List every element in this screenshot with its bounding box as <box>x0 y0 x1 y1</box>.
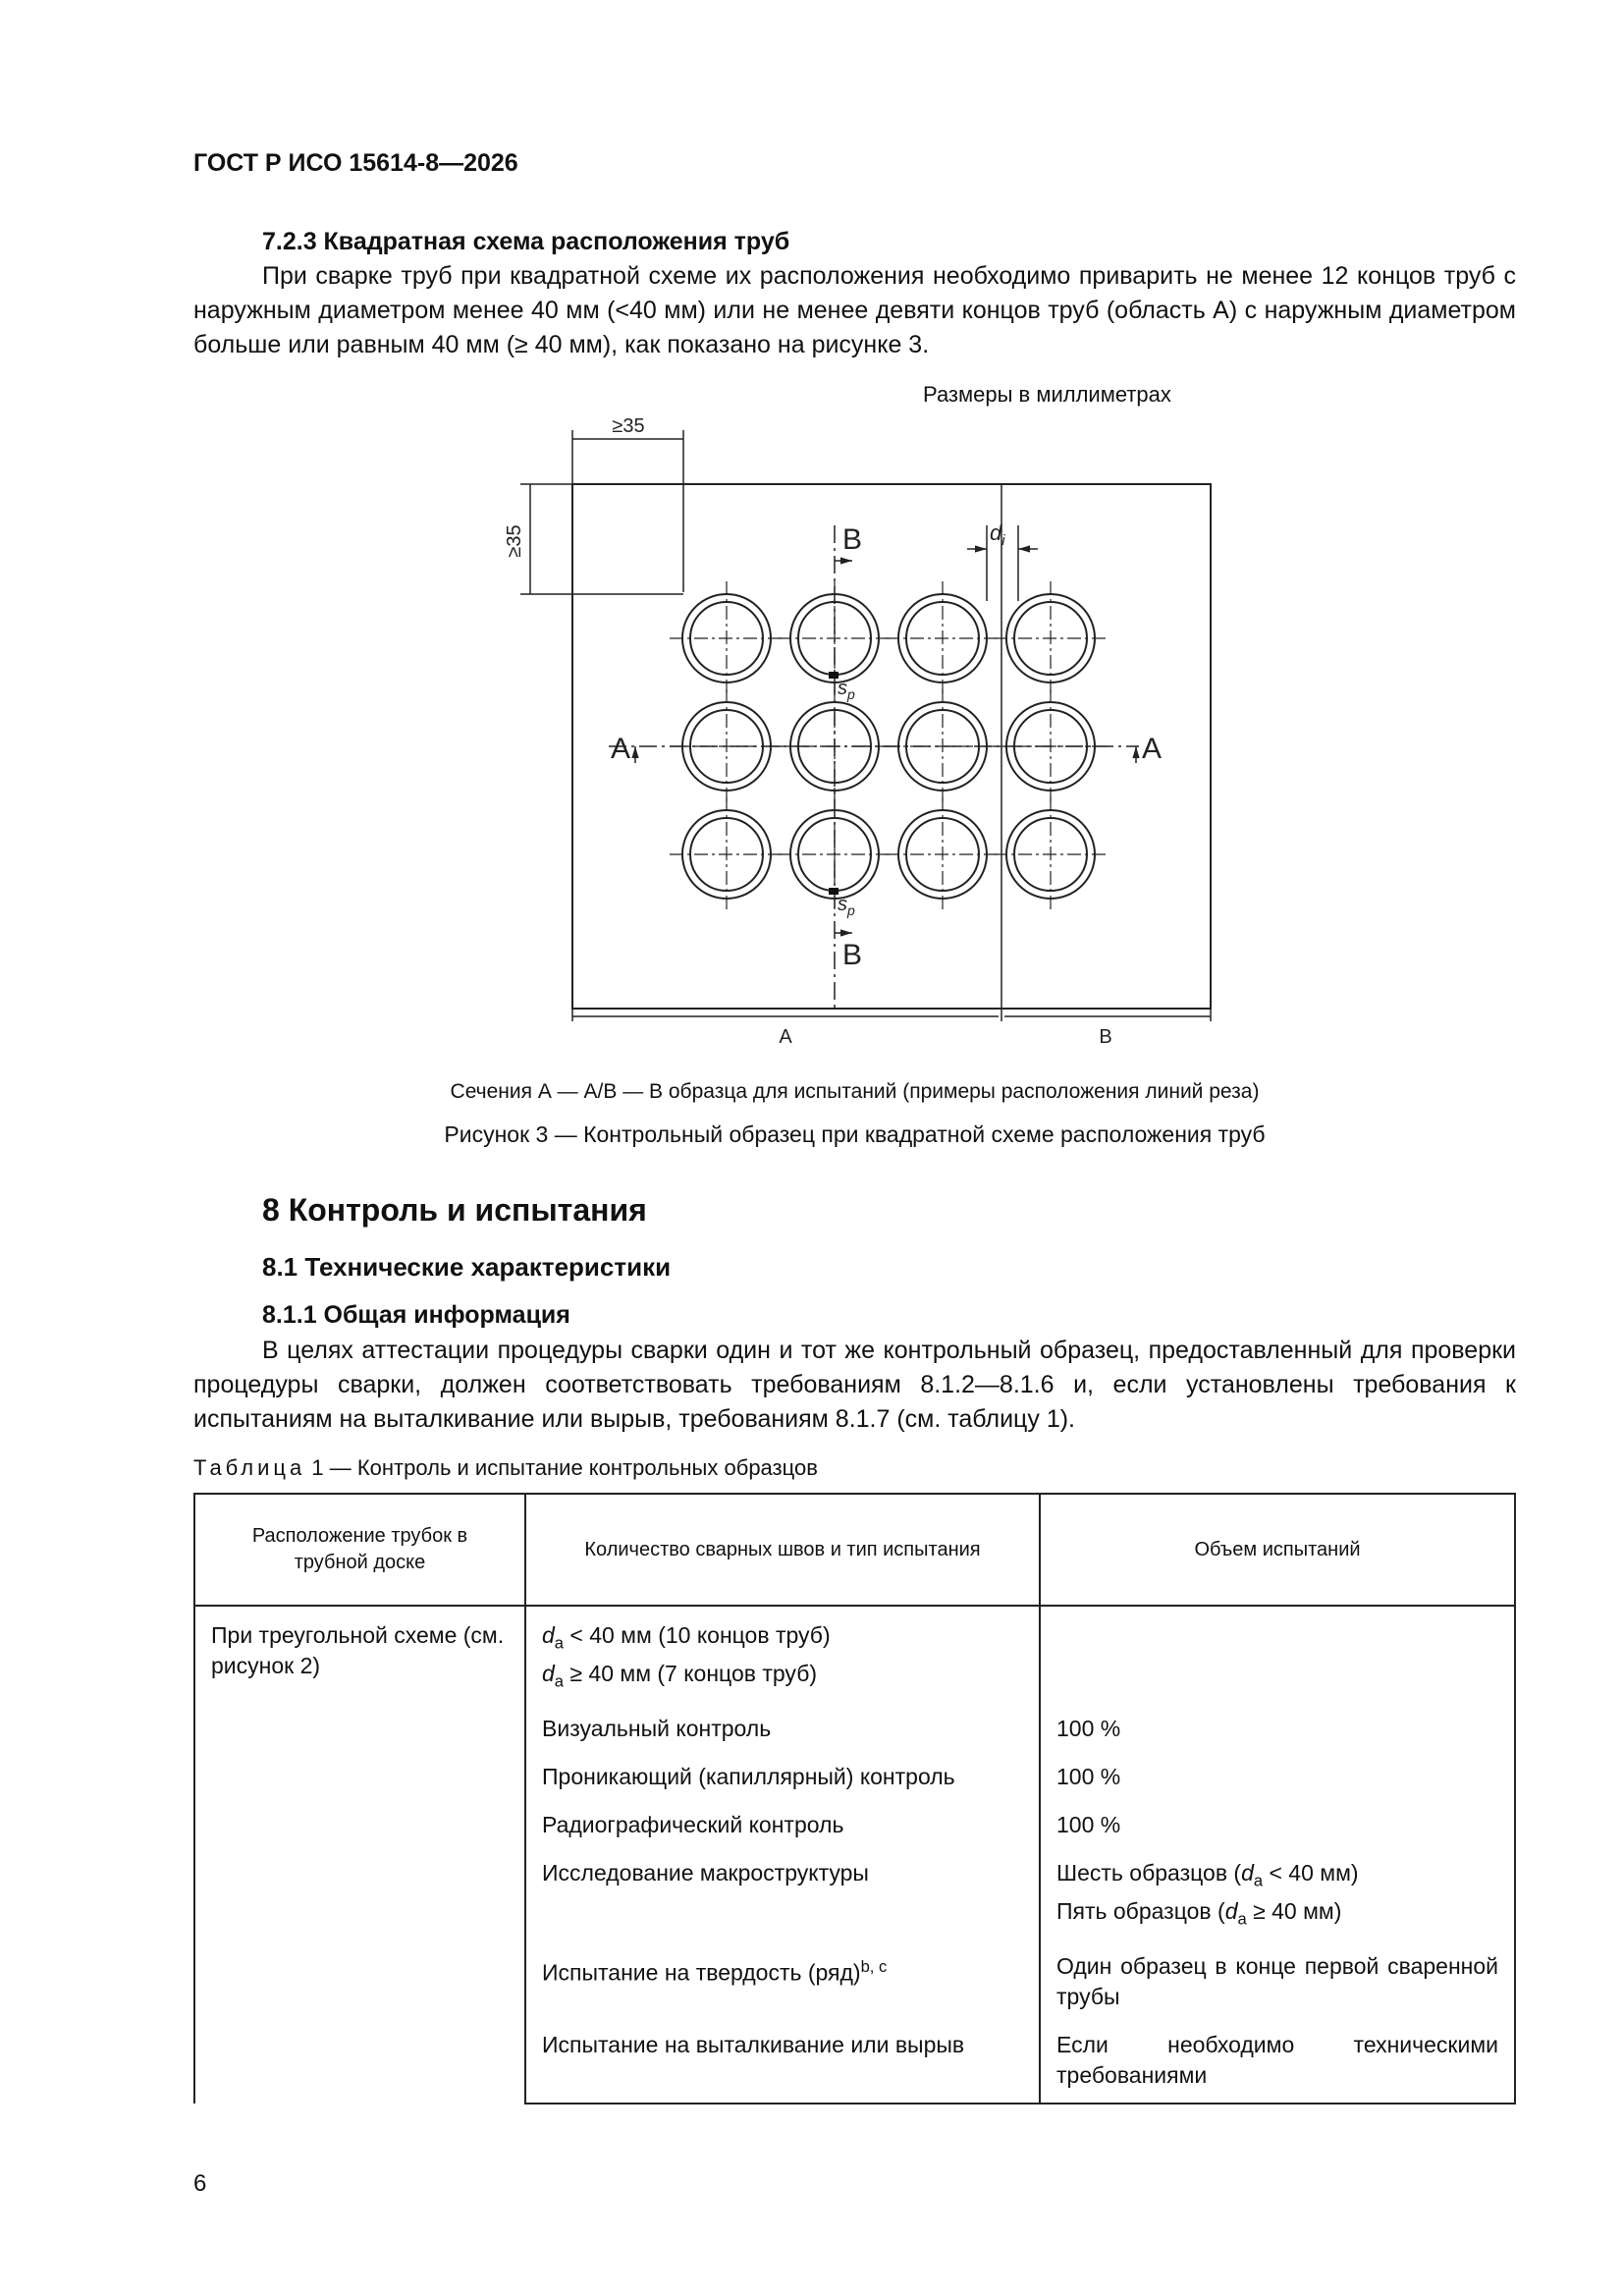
table-header-cell: Объем испытаний <box>1040 1494 1515 1606</box>
scope-cell: 100 % <box>1040 1744 1515 1792</box>
tube <box>994 797 1108 911</box>
dim-horizontal-label: ≥35 <box>612 415 645 437</box>
table-caption-word: Таблица <box>193 1455 306 1480</box>
section-7-2-3-text: При сварке труб при квадратной схеме их расположения необходимо приварить не менее 12 концов труб с наружным диаметром менее 40 мм (<40 мм) или не менее девяти концов труб (область А) с наружным диаметром больше или равным 40 мм (≥ 40 мм), как показано на рисунке 3. <box>193 262 1516 358</box>
group-label-cell <box>194 1606 525 2104</box>
sp-label-1: s <box>838 678 847 699</box>
section-7-2-3-heading: 7.2.3 Квадратная схема расположения труб <box>262 228 790 255</box>
scope-cell: Если необходимо техническими требованиями <box>1040 2012 1515 2104</box>
section-b-bottom: B <box>842 939 863 971</box>
d-var: d <box>542 1660 555 1686</box>
page-number: 6 <box>193 2170 207 2197</box>
tube <box>994 581 1108 695</box>
svg-text:sp: $s_p$ <box>838 894 855 918</box>
scope-cell: 100 % <box>1040 1696 1515 1744</box>
tube <box>670 797 784 911</box>
test-type-cell: Исследование макроструктуры <box>525 1840 1040 1934</box>
test-type-cell: Испытание на твердость (ряд)$^{b, c}$ <box>525 1934 1040 2012</box>
table-1 <box>193 1493 1516 2105</box>
table-caption-rest: 1 — Контроль и испытание контрольных образцов <box>311 1455 818 1480</box>
test-type-cell: Проникающий (капиллярный) контроль <box>525 1744 1040 1792</box>
section-8-1-heading: 8.1 Технические характеристики <box>262 1252 672 1282</box>
group-label: При треугольной схеме (см. рисунок 2) <box>211 1622 505 1678</box>
d-conditions-cell: $d_a < 40$ мм (10 концов труб) $d_a \ge 40$ мм (7 концов труб) <box>525 1606 1040 1696</box>
sp-label-2: s <box>838 894 847 915</box>
section-a-right: A <box>1142 733 1163 765</box>
di-label-sub: i <box>1001 532 1005 549</box>
scope-cell: 100 % <box>1040 1792 1515 1840</box>
tube <box>886 797 1000 911</box>
section-8-1-1-heading: 8.1.1 Общая информация <box>262 1301 570 1329</box>
section-8-1-1-paragraph <box>193 1334 1516 1437</box>
dim-vertical-label: ≥35 <box>504 524 525 558</box>
section-8-heading: 8 Контроль и испытания <box>262 1192 647 1228</box>
section-b-top: B <box>842 523 863 556</box>
svg-text:sp: $s_p$ <box>838 678 855 702</box>
section-a-left: A <box>611 733 631 765</box>
table-header-row <box>194 1494 1515 1606</box>
figure-3-drawing <box>471 403 1257 1051</box>
di-label: d <box>990 520 1002 545</box>
sections-caption: Сечения А — А/В — В образца для испытаний (примеры расположения линий реза) <box>450 1080 1260 1103</box>
zone-b-label: B <box>1099 1026 1112 1048</box>
table-header-cell: Количество сварных швов и тип испытания <box>525 1494 1040 1606</box>
test-type-cell: Испытание на выталкивание или вырыв <box>525 2012 1040 2104</box>
document-header: ГОСТ Р ИСО 15614-8—2026 <box>193 149 518 177</box>
figure-3-caption: Рисунок 3 — Контрольный образец при квадратной схеме расположения труб <box>444 1121 1266 1147</box>
units-note: Размеры в миллиметрах <box>923 382 1171 407</box>
table-header-cell: Расположение трубок в трубной доске <box>194 1494 525 1606</box>
section-7-2-3-paragraph <box>193 259 1516 362</box>
table-row <box>194 1606 1515 1696</box>
scope-cell: Один образец в конце первой сваренной трубы <box>1040 1934 1515 2012</box>
scope-cell: Шесть образцов ($d_a < 40$ мм) Пять образцов ($d_a \ge 40$ мм) <box>1040 1840 1515 1934</box>
section-8-1-1-text: В целях аттестации процедуры сварки один и тот же контрольный образец, предоставленный для проверки процедуры сварки, должен соответствовать требованиям 8.1.2—8.1.6 и, если установлены требования к испытаниям на выталкивание или вырыв, требованиям 8.1.7 (см. таблицу 1). <box>193 1337 1516 1433</box>
table-1-caption <box>193 1455 818 1481</box>
d-var: d <box>542 1622 555 1648</box>
tube <box>886 581 1000 695</box>
tube <box>670 581 784 695</box>
zone-a-label: A <box>779 1026 792 1048</box>
test-type-cell: Радиографический контроль <box>525 1792 1040 1840</box>
svg-text:di <box>990 520 1005 549</box>
test-type-cell: Визуальный контроль <box>525 1696 1040 1744</box>
